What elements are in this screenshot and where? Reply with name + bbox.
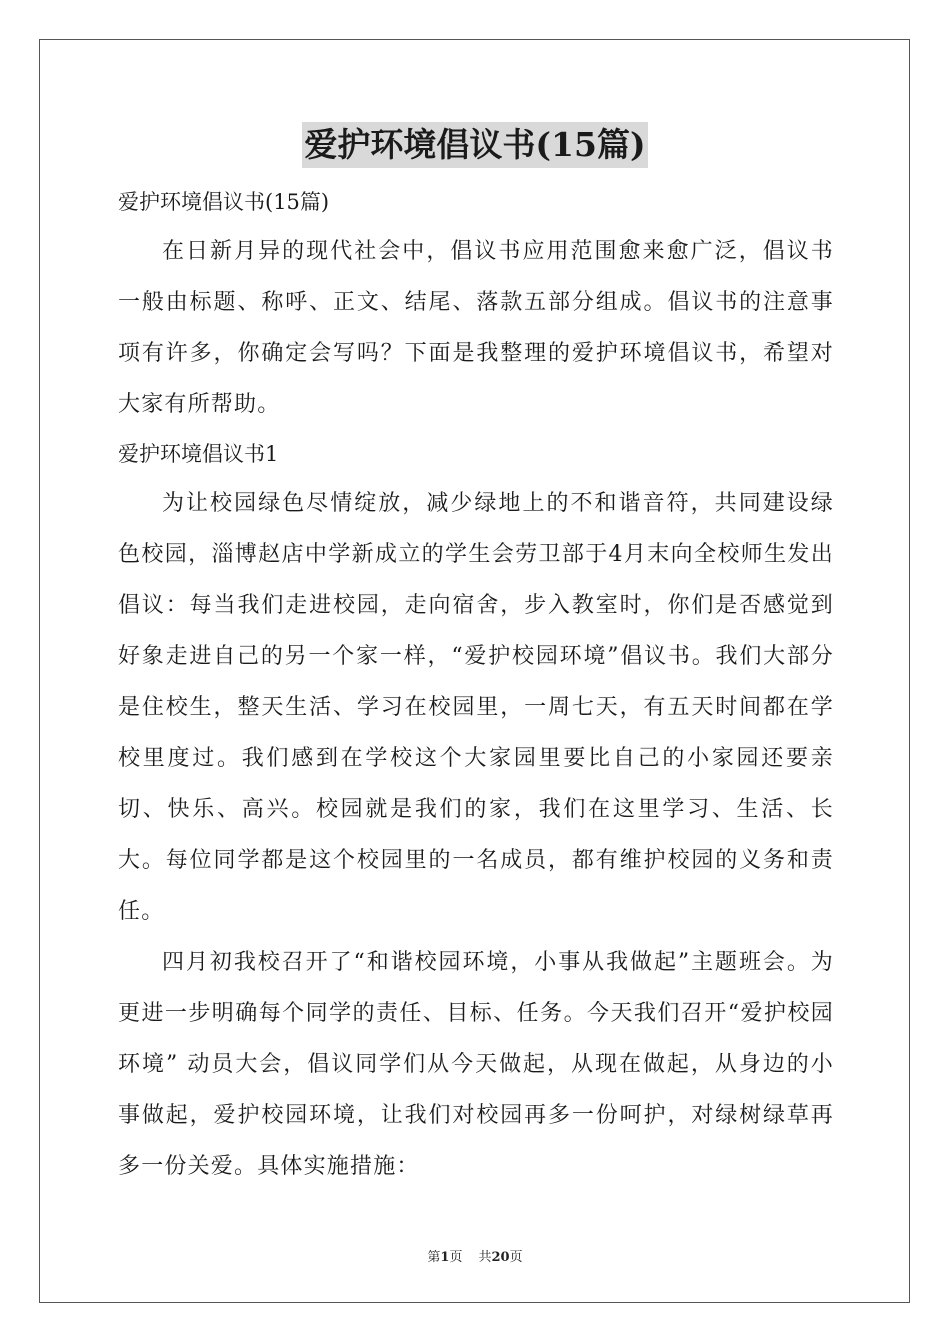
page-suffix: 页	[449, 1250, 463, 1265]
total-page-count: 20	[491, 1250, 510, 1265]
document-title: 爱护环境倡议书(15篇)	[302, 122, 647, 168]
body-paragraph: 为让校园绿色尽情绽放，减少绿地上的不和谐音符，共同建设绿色校园，淄博赵店中学新成立的学生会劳卫部于4月末向全校师生发出倡议：每当我们走进校园，走向宿舍，步入教室时，你们是否感觉到好象走进自己的另一个家一样，“爱护校园环境”倡议书。我们大部分是住校生，整天生活、学习在校园里，一周七天，有五天时间都在学校里度过。我们感到在学校这个大家园里要比自己的小家园还要亲切、快乐、高兴。校园就是我们的家，我们在这里学习、生活、长大。每位同学都是这个校园里的一名成员，都有维护校园的义务和责任。	[118, 491, 834, 924]
current-page-number: 1	[440, 1250, 450, 1265]
total-prefix: 共	[478, 1250, 492, 1265]
section-heading: 爱护环境倡议书1	[118, 442, 279, 466]
document-subtitle: 爱护环境倡议书(15篇)	[118, 190, 330, 214]
document-body	[118, 178, 834, 1192]
body-paragraph: 四月初我校召开了“和谐校园环境，小事从我做起”主题班会。为更进一步明确每个同学的责任、目标、任务。今天我们召开“爱护校园环境” 动员大会，倡议同学们从今天做起，从现在做起，从身边的小事做起，爱护校园环境，让我们对校园再多一份呵护，对绿树绿草再多一份关爱。具体实施措施：	[118, 950, 834, 1179]
intro-paragraph: 在日新月异的现代社会中，倡议书应用范围愈来愈广泛，倡议书一般由标题、称呼、正文、结尾、落款五部分组成。倡议书的注意事项有许多，你确定会写吗？下面是我整理的爱护环境倡议书，希望对大家有所帮助。	[118, 239, 834, 417]
page-prefix: 第	[427, 1250, 441, 1265]
title-container	[0, 122, 950, 168]
page-footer	[0, 1246, 950, 1265]
total-suffix: 页	[509, 1250, 523, 1265]
